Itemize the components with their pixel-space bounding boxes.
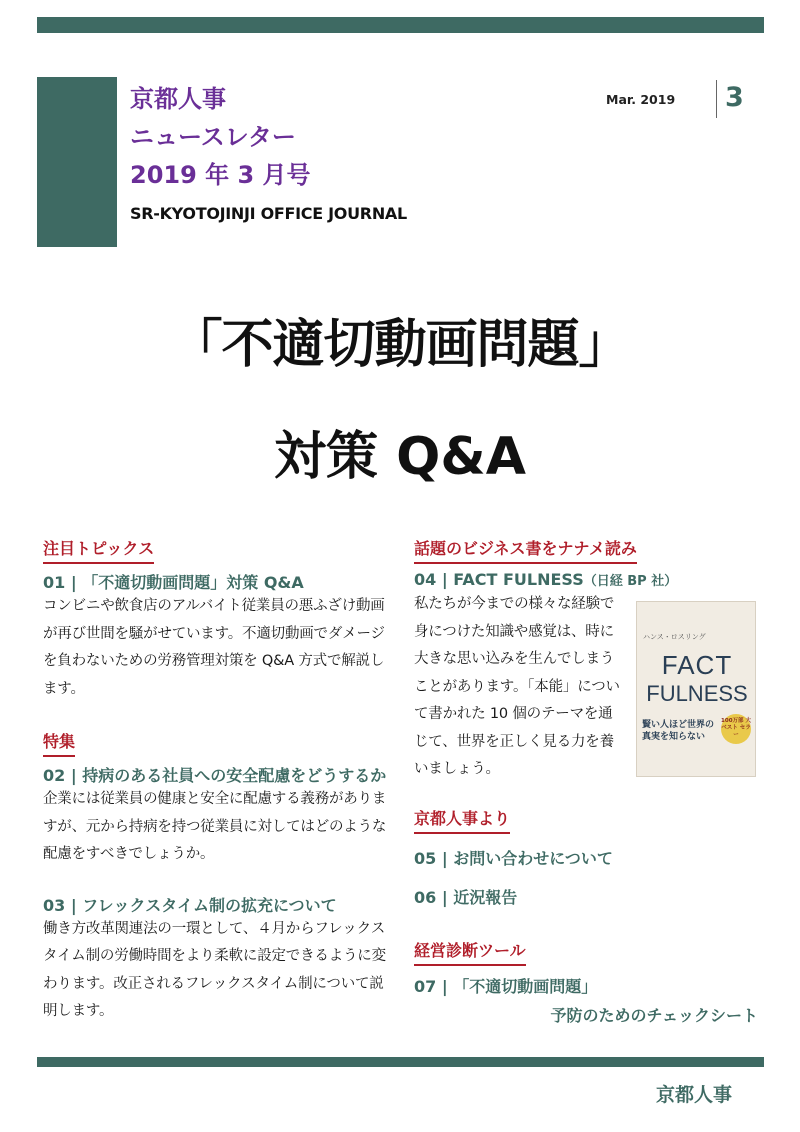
book-04-title[interactable] [414,570,764,589]
headline-line1: 「不適切動画問題」 [170,315,630,375]
tool-07-line2[interactable]: 予防のためのチェックシート [550,1005,758,1025]
title-line-office: 京都人事 [130,85,226,113]
header-color-block [37,77,117,247]
book-04-body: 私たちが今までの様々な経験で身につけた知識や感覚は、時に大きな思い込みを生んでしまうことがあります。「本能」について書かれた 10 個のテーマを通じて、世界を正しく見る力を養いましょう。 [414,596,620,777]
office-05-item[interactable]: 05 | お問い合わせについて [414,848,613,868]
topics-heading: 注目トピックス [43,536,154,564]
title-line-issue: 2019 年 3 月号 [130,161,311,189]
footer-brand: 京都人事 [656,1084,733,1106]
bottom-rule [37,1057,764,1067]
journal-name: SR-KYOTOJINJI OFFICE JOURNAL [130,204,407,223]
office-06-item[interactable]: 06 | 近況報告 [414,887,518,907]
issue-divider [716,80,717,118]
topic-01-title[interactable]: 01 | 「不適切動画問題」対策 Q&A [43,573,304,592]
cover-badge: 100万部 大ベスト セラー [721,714,751,744]
office-heading: 京都人事より [414,806,510,834]
tool-heading: 経営診断ツール [414,938,526,966]
cover-title-line1: FACT [661,650,733,680]
book-04-publisher: （日経 BP 社） [583,574,678,589]
book-cover-image [636,601,756,777]
title-line-newsletter: ニュースレター [130,123,296,151]
topic-01-body: コンビニや飲食店のアルバイト従業員の悪ふざけ動画が再び世間を騒がせています。不適切動画でダメージを負わないための労務管理対策を Q&A 方式で解説します。 [43,598,385,697]
headline-line2: 対策 Q&A [274,427,526,487]
book-04-title-text: 04 | FACT FULNESS [414,570,584,589]
special-02-body: 企業には従業員の健康と安全に配慮する義務がありますが、元から持病を持つ従業員に対してはどのような配慮をすべきでしょうか。 [43,791,387,862]
special-02-title[interactable]: 02 | 持病のある社員への安全配慮をどうするか [43,766,387,785]
book-heading: 話題のビジネス書をナナメ読み [414,536,637,564]
special-heading: 特集 [43,729,75,757]
tool-07-line1[interactable]: 07 | 「不適切動画問題」 [414,976,598,996]
issue-number: 3 [725,82,744,113]
newsletter-title [130,80,311,194]
cover-subtitle-line2: 真実を知らない [642,732,706,742]
special-03-title[interactable]: 03 | フレックスタイム制の拡充について [43,895,337,915]
cover-subtitle-line1: 賢い人ほど世界の [642,720,715,730]
cover-title-line2: FULNESS [646,681,748,706]
top-rule [37,17,764,33]
special-03-body: 働き方改革関連法の一環として、４月からフレックスタイム制の労働時間をより柔軟に設定できるように変わります。改正されるフレックスタイム制について説明します。 [43,920,386,1019]
cover-author: ハンス・ロスリング [643,633,706,641]
left-column [43,536,393,1026]
issue-date: Mar. 2019 [606,92,676,107]
